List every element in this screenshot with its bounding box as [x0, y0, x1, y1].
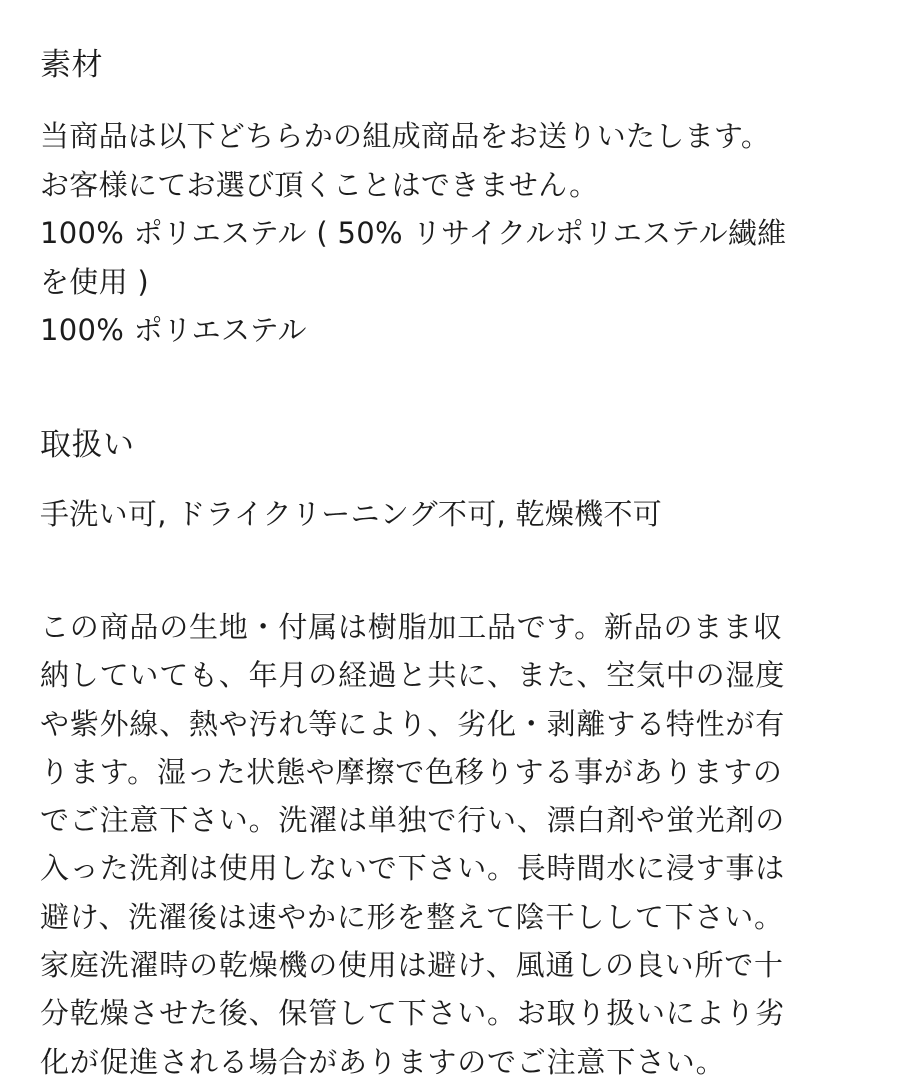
care-line: 手洗い可, ドライクリーニング不可, 乾燥機不可: [40, 496, 663, 531]
notice-line: 家庭洗濯時の乾燥機の使用は避け、風通しの良い所で十: [40, 948, 784, 983]
notice-line: や紫外線、熱や汚れ等により、劣化・剥離する特性が有: [40, 706, 786, 741]
spacer: [40, 90, 860, 112]
material-line: 100% ポリエステル: [40, 313, 307, 347]
material-line: 100% ポリエステル ( 50% リサイクルポリエステル繊維: [40, 216, 787, 250]
material-line: お客様にてお選び頂くことはできません。: [40, 167, 599, 202]
spacer: [40, 470, 860, 490]
notice-line: 納していても、年月の経過と共に、また、空気中の湿度: [40, 658, 786, 693]
product-details: [40, 40, 860, 1086]
care-notice: [40, 603, 860, 1086]
notice-line: 避け、洗濯後は速やかに形を整えて陰干しして下さい。: [40, 899, 784, 934]
spacer: [40, 355, 860, 420]
notice-line: 化が促進される場合がありますのでご注意下さい。: [40, 1044, 726, 1079]
care-heading: 取扱い: [40, 426, 135, 463]
material-line: 当商品は以下どちらかの組成商品をお送りいたします。: [40, 119, 771, 153]
material-description: [40, 112, 860, 355]
material-line: を使用 ): [40, 264, 150, 299]
notice-line: ります。湿った状態や摩擦で色移りする事がありますの: [40, 754, 783, 789]
notice-line: 分乾燥させた後、保管して下さい。お取り扱いにより劣: [40, 996, 786, 1031]
care-instructions: [40, 490, 860, 539]
material-heading: 素材: [40, 47, 103, 83]
notice-line: この商品の生地・付属は樹脂加工品です。新品のまま収: [40, 610, 783, 644]
notice-line: でご注意下さい。洗濯は単独で行い、漂白剤や蛍光剤の: [40, 803, 786, 838]
notice-line: 入った洗剤は使用しないで下さい。長時間水に浸す事は: [40, 851, 786, 886]
spacer: [40, 538, 860, 603]
